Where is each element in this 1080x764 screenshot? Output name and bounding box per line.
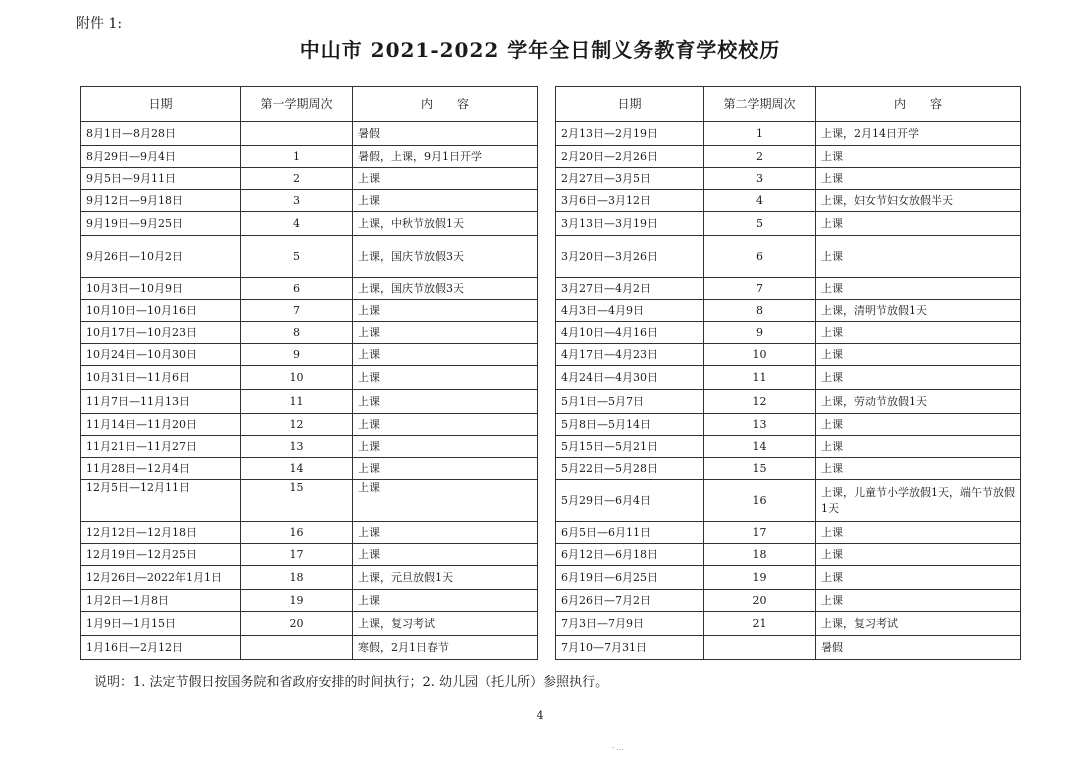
content-cell: 上课，2月14日开学	[816, 122, 1021, 146]
date-cell: 4月24日—4月30日	[556, 366, 704, 390]
date-cell: 10月3日—10月9日	[81, 278, 241, 300]
week-cell: 5	[241, 236, 353, 278]
content-cell: 上课	[816, 322, 1021, 344]
table-row	[556, 168, 1021, 190]
table-row	[556, 366, 1021, 390]
date-cell: 1月9日—1月15日	[81, 612, 241, 636]
week-cell: 4	[241, 212, 353, 236]
week-cell: 7	[704, 278, 816, 300]
table-row	[556, 458, 1021, 480]
date-cell: 10月17日—10月23日	[81, 322, 241, 344]
table-row	[81, 322, 538, 344]
table-row	[81, 436, 538, 458]
content-cell: 上课	[353, 414, 538, 436]
content-cell: 上课	[353, 590, 538, 612]
semester1-table	[80, 86, 538, 660]
week-cell: 13	[241, 436, 353, 458]
week-cell: 15	[241, 480, 353, 522]
date-cell: 2月20日—2月26日	[556, 146, 704, 168]
week-cell: 17	[241, 544, 353, 566]
table-header-row	[81, 87, 538, 122]
table-row	[81, 236, 538, 278]
date-cell: 6月5日—6月11日	[556, 522, 704, 544]
date-cell: 9月19日—9月25日	[81, 212, 241, 236]
week-cell: 2	[704, 146, 816, 168]
table-row	[556, 636, 1021, 660]
date-cell: 6月19日—6月25日	[556, 566, 704, 590]
date-cell: 5月15日—5月21日	[556, 436, 704, 458]
date-cell: 12月5日—12月11日	[81, 480, 241, 522]
week-cell: 14	[704, 436, 816, 458]
table-row	[81, 344, 538, 366]
content-cell: 上课	[353, 168, 538, 190]
week-cell: 5	[704, 212, 816, 236]
content-cell: 上课	[353, 366, 538, 390]
week-cell: 12	[704, 390, 816, 414]
week-cell: 20	[704, 590, 816, 612]
content-cell: 上课，儿童节小学放假1天，端午节放假1天	[816, 480, 1021, 522]
date-cell: 6月12日—6月18日	[556, 544, 704, 566]
table-row	[81, 414, 538, 436]
date-cell: 6月26日—7月2日	[556, 590, 704, 612]
content-cell: 暑假	[353, 122, 538, 146]
week-cell: 4	[704, 190, 816, 212]
week-cell: 6	[241, 278, 353, 300]
content-cell: 上课，元旦放假1天	[353, 566, 538, 590]
content-cell: 上课，复习考试	[353, 612, 538, 636]
table-row	[81, 612, 538, 636]
content-cell: 上课	[816, 168, 1021, 190]
week-cell: 14	[241, 458, 353, 480]
date-cell: 4月3日—4月9日	[556, 300, 704, 322]
week-cell: 10	[241, 366, 353, 390]
week-cell: 6	[704, 236, 816, 278]
table-row	[81, 366, 538, 390]
date-cell: 10月31日—11月6日	[81, 366, 241, 390]
date-cell: 11月28日—12月4日	[81, 458, 241, 480]
table-row	[556, 522, 1021, 544]
table-row	[556, 122, 1021, 146]
table-row	[556, 278, 1021, 300]
content-cell: 上课	[353, 544, 538, 566]
table-row	[556, 414, 1021, 436]
date-cell: 2月13日—2月19日	[556, 122, 704, 146]
date-cell: 10月24日—10月30日	[81, 344, 241, 366]
table-row	[81, 122, 538, 146]
date-cell: 8月29日—9月4日	[81, 146, 241, 168]
date-cell: 9月12日—9月18日	[81, 190, 241, 212]
date-cell: 11月21日—11月27日	[81, 436, 241, 458]
page-title: 中山市 2021-2022 学年全日制义务教育学校校历	[299, 38, 781, 62]
semester2-table	[555, 86, 1021, 660]
header-date: 日期	[81, 87, 241, 122]
week-cell: 18	[704, 544, 816, 566]
content-cell: 上课	[816, 278, 1021, 300]
week-cell: 2	[241, 168, 353, 190]
content-cell: 暑假，上课，9月1日开学	[353, 146, 538, 168]
week-cell: 8	[704, 300, 816, 322]
content-cell: 上课，中秋节放假1天	[353, 212, 538, 236]
table-row	[556, 300, 1021, 322]
table-row	[81, 278, 538, 300]
date-cell: 11月14日—11月20日	[81, 414, 241, 436]
week-cell: 1	[241, 146, 353, 168]
table-row	[81, 212, 538, 236]
header-date: 日期	[556, 87, 704, 122]
header-content: 内 容	[353, 87, 538, 122]
table-row	[81, 168, 538, 190]
table-row	[556, 436, 1021, 458]
date-cell: 3月20日—3月26日	[556, 236, 704, 278]
week-cell: 17	[704, 522, 816, 544]
content-cell: 上课	[816, 146, 1021, 168]
content-cell: 上课	[353, 190, 538, 212]
week-cell: 9	[241, 344, 353, 366]
date-cell: 7月3日—7月9日	[556, 612, 704, 636]
date-cell: 5月29日—6月4日	[556, 480, 704, 522]
table-row	[81, 480, 538, 522]
content-cell: 上课	[816, 344, 1021, 366]
content-cell: 上课	[816, 212, 1021, 236]
content-cell: 上课	[353, 390, 538, 414]
week-cell: 3	[241, 190, 353, 212]
week-cell: 1	[704, 122, 816, 146]
table-row	[556, 190, 1021, 212]
date-cell: 3月27日—4月2日	[556, 278, 704, 300]
content-cell: 上课	[353, 522, 538, 544]
header-week: 第二学期周次	[704, 87, 816, 122]
week-cell: 11	[704, 366, 816, 390]
date-cell: 5月22日—5月28日	[556, 458, 704, 480]
content-cell: 上课	[816, 544, 1021, 566]
content-cell: 上课	[816, 522, 1021, 544]
week-cell: 7	[241, 300, 353, 322]
date-cell: 3月13日—3月19日	[556, 212, 704, 236]
date-cell: 4月10日—4月16日	[556, 322, 704, 344]
date-cell: 9月5日—9月11日	[81, 168, 241, 190]
table-row	[81, 190, 538, 212]
table-row	[556, 612, 1021, 636]
content-cell: 上课，国庆节放假3天	[353, 278, 538, 300]
date-cell: 9月26日—10月2日	[81, 236, 241, 278]
date-cell: 12月19日—12月25日	[81, 544, 241, 566]
scan-mark: - …	[612, 744, 624, 752]
content-cell: 上课	[816, 366, 1021, 390]
date-cell: 11月7日—11月13日	[81, 390, 241, 414]
content-cell: 上课	[816, 566, 1021, 590]
week-cell	[241, 122, 353, 146]
week-cell: 10	[704, 344, 816, 366]
date-cell: 7月10—7月31日	[556, 636, 704, 660]
content-cell: 上课	[353, 322, 538, 344]
week-cell	[241, 636, 353, 660]
content-cell: 上课	[353, 480, 538, 522]
table-row	[556, 236, 1021, 278]
page-number: 4	[536, 709, 544, 722]
week-cell: 20	[241, 612, 353, 636]
content-cell: 上课	[353, 436, 538, 458]
content-cell: 上课	[353, 344, 538, 366]
table-row	[81, 636, 538, 660]
date-cell: 1月16日—2月12日	[81, 636, 241, 660]
week-cell: 15	[704, 458, 816, 480]
content-cell: 上课	[353, 458, 538, 480]
content-cell: 上课，国庆节放假3天	[353, 236, 538, 278]
date-cell: 8月1日—8月28日	[81, 122, 241, 146]
week-cell	[704, 636, 816, 660]
week-cell: 11	[241, 390, 353, 414]
content-cell: 上课	[816, 458, 1021, 480]
content-cell: 上课，清明节放假1天	[816, 300, 1021, 322]
table-row	[81, 566, 538, 590]
table-row	[81, 544, 538, 566]
table-row	[556, 480, 1021, 522]
date-cell: 1月2日—1月8日	[81, 590, 241, 612]
date-cell: 10月10日—10月16日	[81, 300, 241, 322]
content-cell: 上课	[816, 236, 1021, 278]
header-content: 内 容	[816, 87, 1021, 122]
footnote: 说明：1. 法定节假日按国务院和省政府安排的时间执行；2. 幼儿园（托儿所）参照执行。	[94, 675, 609, 690]
table-row	[81, 458, 538, 480]
table-row	[556, 590, 1021, 612]
table-row	[81, 522, 538, 544]
content-cell: 上课	[816, 414, 1021, 436]
attachment-label: 附件 1:	[76, 16, 123, 32]
table-row	[556, 146, 1021, 168]
table-row	[81, 590, 538, 612]
week-cell: 12	[241, 414, 353, 436]
table-row	[556, 212, 1021, 236]
content-cell: 上课，复习考试	[816, 612, 1021, 636]
table-row	[556, 544, 1021, 566]
header-week: 第一学期周次	[241, 87, 353, 122]
content-cell: 上课	[353, 300, 538, 322]
date-cell: 2月27日—3月5日	[556, 168, 704, 190]
content-cell: 上课，劳动节放假1天	[816, 390, 1021, 414]
week-cell: 3	[704, 168, 816, 190]
table-row	[556, 344, 1021, 366]
content-cell: 上课	[816, 590, 1021, 612]
week-cell: 16	[704, 480, 816, 522]
date-cell: 12月26日—2022年1月1日	[81, 566, 241, 590]
date-cell: 3月6日—3月12日	[556, 190, 704, 212]
content-cell: 上课，妇女节妇女放假半天	[816, 190, 1021, 212]
week-cell: 19	[241, 590, 353, 612]
week-cell: 8	[241, 322, 353, 344]
table-header-row	[556, 87, 1021, 122]
date-cell: 5月1日—5月7日	[556, 390, 704, 414]
content-cell: 寒假，2月1日春节	[353, 636, 538, 660]
date-cell: 4月17日—4月23日	[556, 344, 704, 366]
table-row	[81, 390, 538, 414]
content-cell: 上课	[816, 436, 1021, 458]
table-row	[556, 390, 1021, 414]
week-cell: 9	[704, 322, 816, 344]
week-cell: 16	[241, 522, 353, 544]
table-row	[556, 322, 1021, 344]
date-cell: 5月8日—5月14日	[556, 414, 704, 436]
date-cell: 12月12日—12月18日	[81, 522, 241, 544]
table-row	[81, 146, 538, 168]
table-row	[81, 300, 538, 322]
content-cell: 暑假	[816, 636, 1021, 660]
week-cell: 21	[704, 612, 816, 636]
week-cell: 18	[241, 566, 353, 590]
week-cell: 13	[704, 414, 816, 436]
table-row	[556, 566, 1021, 590]
week-cell: 19	[704, 566, 816, 590]
